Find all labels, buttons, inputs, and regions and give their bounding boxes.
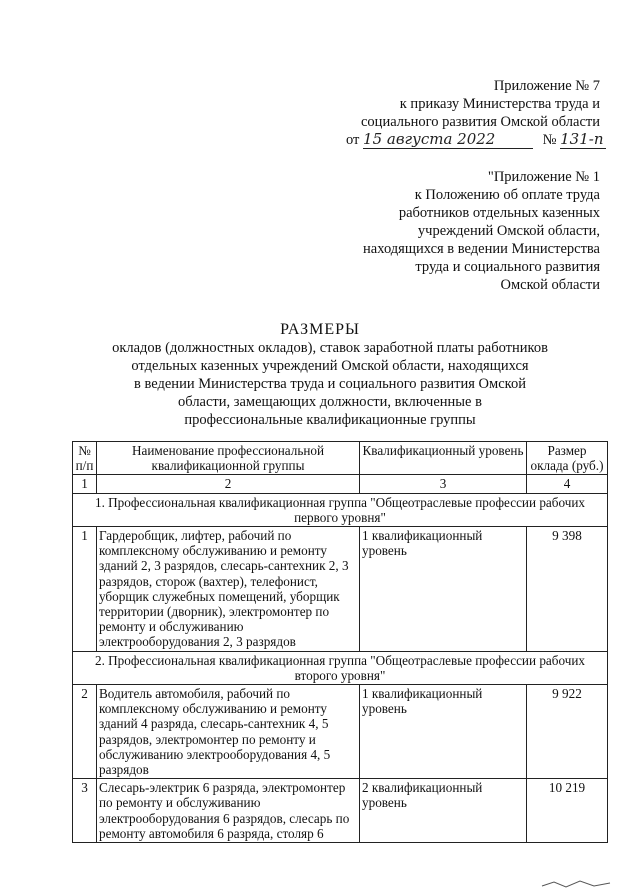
row-3-name: Слесарь-электрик 6 разряда, электромонтер по ремонту и обслуживанию электрооборудования 6 разрядов, слесарь по ремонту автомобиля 6 разряда, столяр 6 [97,779,360,843]
row-2-name: Водитель автомобиля, рабочий по комплексному обслуживанию и ремонту зданий 4 разряда, слесарь-сантехник 4, 5 разрядов, электромонтер по ремонту и обслуживанию электрооборудования 4, 5 разрядов [97,685,360,779]
subtitle-line-4: области, замещающих должности, включенные в [178,394,482,410]
subtitle-line-2: отдельных казенных учреждений Омской области, находящихся [131,358,529,374]
annex-line-6: труда и социального развития [415,259,600,275]
col-number-4: 4 [527,475,608,493]
col-number-1: 1 [73,475,97,493]
header-salary: Размер оклада (руб.) [527,442,608,475]
row-1-level: 1 квалификационный уровень [360,527,527,652]
document-title: РАЗМЕРЫ [280,321,360,338]
salary-table [72,441,608,843]
order-line-2: социального развития Омской области [361,114,600,130]
annex-line-3: работников отдельных казенных [398,205,600,221]
annex-line-5: находящихся в ведении Министерства [363,241,600,257]
group-1-title: 1. Профессиональная квалификационная группа "Общеотраслевые профессии рабочих первого уровня" [73,493,608,526]
subtitle-line-1: окладов (должностных окладов), ставок заработной платы работников [112,340,548,356]
number-handwritten: 131-п [560,130,606,149]
subtitle-line-3: в ведении Министерства труда и социального развития Омской [134,376,526,392]
annex-line-7: Омской области [500,277,600,293]
header-level: Квалификационный уровень [360,442,527,475]
order-date-line [346,130,606,149]
row-1-salary: 9 398 [527,527,608,652]
row-3-level: 2 квалификационный уровень [360,779,527,843]
row-3-salary: 10 219 [527,779,608,843]
table-row [73,527,608,652]
row-2-salary: 9 922 [527,685,608,779]
row-3-num: 3 [73,779,97,843]
scan-mark [540,878,620,890]
table-row [73,685,608,779]
header-num: № п/п [73,442,97,475]
annex-line-1: "Приложение № 1 [487,169,600,185]
group-2-title: 2. Профессиональная квалификационная группа "Общеотраслевые профессии рабочих второго уровня" [73,651,608,684]
subtitle-line-5: профессиональные квалификационные группы [184,412,476,428]
row-2-num: 2 [73,685,97,779]
table-row [73,779,608,843]
annex-line-2: к Положению об оплате труда [414,187,600,203]
group-row [73,493,608,526]
col-number-2: 2 [97,475,360,493]
annex-line-4: учреждений Омской области, [417,223,600,239]
row-1-name: Гардеробщик, лифтер, рабочий по комплексному обслуживанию и ремонту зданий 2, 3 разрядов, слесарь-сантехник 2, 3 разрядов, сторож (вахтер), телефонист, уборщик служебных помещений, уборщик территории (дворник), электромонтер по ремонту и обслуживанию электрооборудования 2, 3 разрядов [97,527,360,652]
order-line-1: к приказу Министерства труда и [399,96,600,112]
column-number-row [73,475,608,493]
header-name: Наименование профессиональной квалификационной группы [97,442,360,475]
group-row [73,651,608,684]
col-number-3: 3 [360,475,527,493]
date-handwritten: 15 августа 2022 [363,130,533,149]
number-prefix: № [542,132,557,148]
row-1-num: 1 [73,527,97,652]
row-2-level: 1 квалификационный уровень [360,685,527,779]
table-header-row [73,442,608,475]
date-prefix: от [346,132,360,148]
appendix-label: Приложение № 7 [493,78,600,94]
